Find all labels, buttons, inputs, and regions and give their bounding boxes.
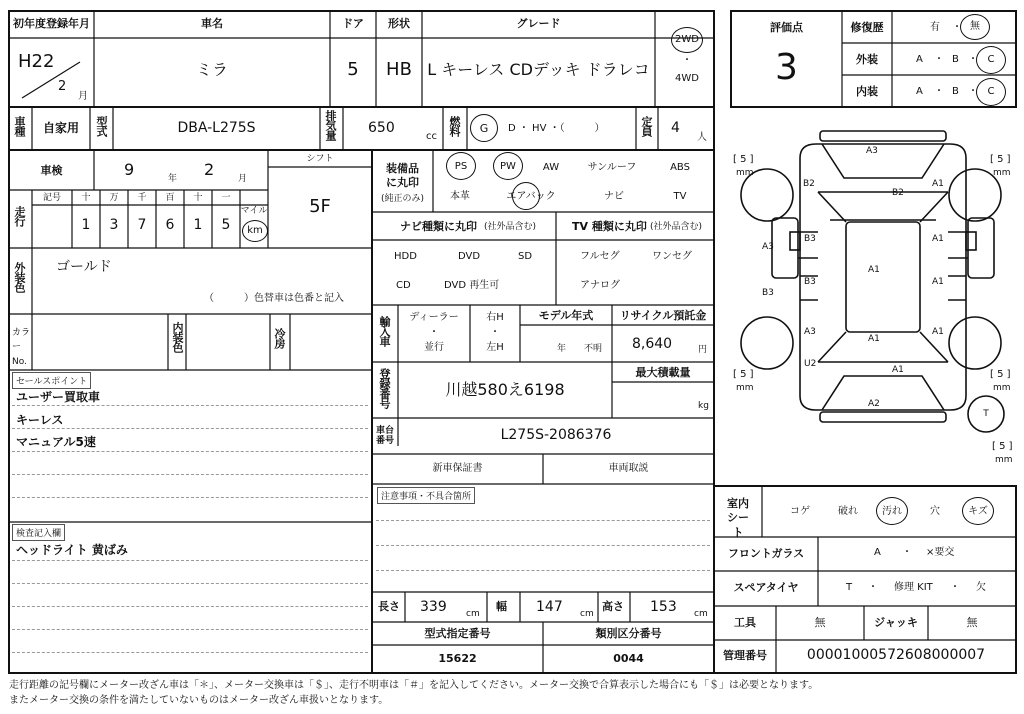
capacity-label: 定員 [640,116,653,136]
displacement-label: 排気量 [324,110,337,140]
sales-point: キーレス [16,413,64,427]
width-label: 幅 [496,600,507,613]
unit-header: 一 [221,193,231,203]
dmg-a3-l3: A3 [804,327,816,337]
doors: 5 [347,59,359,80]
tv-item: フルセグ [580,251,620,262]
chassis-value: L275S-2086376 [500,427,612,443]
color-value: ゴールド [56,259,112,275]
person-unit: 人 [697,132,707,143]
unit-header: 万 [109,193,119,203]
mileage-digit: 5 [221,217,231,233]
repair-sep: ・ [952,22,962,33]
dmg-a1-r1: A1 [932,234,944,244]
spare-item: 修理 KIT [894,582,933,593]
import-right: 右H [486,312,504,323]
seat-label: 室内シート [727,497,749,539]
type-no: 15622 [438,652,477,665]
import-dot: ・ [490,327,500,338]
import-label: 輸入車 [378,316,391,346]
color-label: 外装色 [13,262,26,292]
chassis-label: 車台番号 [376,426,395,447]
windshield-a: A [874,547,881,558]
height-label: 高さ [602,600,624,613]
length-label: 長さ [378,600,400,613]
tv-sub: (社外品含む) [650,222,703,232]
repair-yes: 有 [930,22,940,33]
inspector-note: ヘッドライト 黄ばみ [16,543,128,557]
sales-point-label: セールスポイント [12,372,91,389]
score-label: 評価点 [770,21,803,34]
import-parallel: 並行 [424,342,444,353]
cm-unit: cm [694,609,708,619]
fuel-label: 燃料 [448,116,461,136]
equip-item: AW [542,162,560,173]
interior-label: 内装 [856,85,878,98]
tv-item: アナログ [580,280,620,291]
dmg-b3-l2: B3 [804,277,816,287]
tv-item: ワンセグ [652,251,692,262]
mm-unit: mm [993,168,1011,178]
color-note: （ ）色替車は色番と記入 [204,293,344,304]
int-grade-c: C [987,86,995,97]
mm-unit: mm [736,168,754,178]
mile-label: マイル [240,206,268,216]
ext-grade-b: B [952,54,959,65]
shift-label: シフト [306,154,334,164]
score-value: 3 [775,47,798,88]
unit-header: 千 [137,193,147,203]
height-value: 153 [650,599,677,615]
dmg-b3-outer: B3 [762,288,774,298]
km-label: km [247,225,263,236]
shape: HB [386,59,412,80]
import-left: 左H [486,342,504,353]
dmg-b2-left: B2 [803,179,815,189]
reg-month-unit: 月 [78,91,88,102]
color-no-label: カラーNo. [12,328,31,367]
equip-item: サンルーフ [587,162,637,173]
spare-tire-label: T [983,409,989,419]
model: DBA-L275S [177,120,256,136]
model-year-unknown: 不明 [584,344,603,354]
dmg-u2: U2 [804,359,817,369]
tire-depth-rr: [ 5 ] [990,369,1011,380]
exterior-label: 外装 [856,53,878,66]
inspection-label: 車検 [40,164,63,177]
cm-unit: cm [580,609,594,619]
jack-label: ジャッキ [874,616,918,629]
length-value: 339 [420,599,447,615]
ext-grade-c: C [987,54,995,65]
inspection-year-unit: 年 [168,174,178,184]
jack-value: 無 [966,616,978,629]
warranty-label: 新車保証書 [432,463,483,474]
dmg-a1-r2: A1 [932,277,944,287]
equip-item: エアバック [506,191,556,202]
dmg-b2-center: B2 [892,188,904,198]
class-no-label: 類別区分番号 [595,627,662,640]
spare-label: スペアタイヤ [733,581,799,594]
int-sep: ・ [968,86,978,97]
seat-item: 汚れ [882,506,902,517]
spare-item: ・ [868,582,878,593]
width-value: 147 [536,599,563,615]
door-label: ドア [342,17,364,30]
mileage-digit: 1 [193,217,203,233]
fuel-rest: D ・ HV ・（ ） [508,123,605,134]
drive-dot: ・ [682,55,692,66]
repair-label: 修復歴 [850,21,884,34]
equipment-sub-label: (純正のみ) [380,194,425,204]
unit-header: 十 [81,193,91,203]
navi-item: HDD [394,251,417,262]
recycle-label: リサイクル預託金 [619,309,707,322]
reg-month: 2 [58,79,67,94]
cm-unit: cm [466,609,480,619]
footer-line2: またメーター交換の条件を満たしていないものはメーター改ざん車扱いとなります。 [9,695,389,706]
kg-unit: kg [698,401,709,411]
tire-depth-fr: [ 5 ] [990,154,1011,165]
control-label: 管理番号 [723,649,767,662]
navi-item: DVD [458,251,481,262]
tire-depth-rl: [ 5 ] [733,369,754,380]
sales-point: ユーザー買取車 [16,390,101,404]
mm-unit: mm [995,455,1013,465]
unit-header: 百 [165,193,175,203]
mileage-sign-label: 記号 [42,193,61,203]
import-dealer: ディーラー [409,312,459,323]
interior-color-label: 内装色 [171,322,184,352]
equip-item: 本革 [450,191,470,202]
spare-depth: [ 5 ] [992,441,1013,452]
unit-header: 十 [193,193,203,203]
model-label: 型式 [95,116,108,136]
max-load-label: 最大積載量 [635,366,691,379]
mileage-digit: 6 [165,217,175,233]
windshield-dot: ・ [902,547,912,558]
drive-2wd: 2WD [675,34,699,45]
seat-item: 破れ [838,506,858,517]
equip-item: PS [454,161,468,172]
navi-label: ナビ種類に丸印 [400,220,477,233]
ext-sep: ・ [934,54,944,65]
tire-depth-fl: [ 5 ] [733,154,754,165]
recycle-value: 8,640 [632,336,673,352]
mm-unit: mm [736,383,754,393]
import-dot: ・ [429,327,439,338]
grade-label: グレード [516,17,561,30]
seat-item: 穴 [930,506,940,517]
ac-label: 冷房 [273,328,286,348]
manual-label: 車両取説 [608,463,649,474]
dmg-a2: A2 [868,399,880,409]
tools-value: 無 [814,616,826,629]
mileage-digit: 1 [81,217,91,233]
equip-item: ABS [670,162,690,173]
navi-sub: (社外品含む) [484,222,537,232]
class-no: 0044 [613,652,644,665]
dmg-a1-r3: A1 [932,327,944,337]
equipment-label: 装備品に丸印 [386,162,419,190]
mm-unit: mm [993,383,1011,393]
dmg-a1-c3: A1 [868,334,880,344]
tv-label: TV 種類に丸印 [572,220,647,233]
equip-item: PW [500,161,516,172]
model-year-label: モデル年式 [538,309,594,322]
cc-unit: cc [426,131,437,142]
inspection-year: 9 [124,160,135,179]
dmg-a1-center: A1 [868,265,880,275]
fuel-g: G [479,122,489,135]
navi-item: DVD 再生可 [444,280,500,291]
yen-unit: 円 [698,345,708,355]
mileage-digit: 7 [137,217,147,233]
type-no-label: 型式指定番号 [424,627,491,640]
mileage-digit: 3 [109,217,119,233]
repair-no: 無 [970,21,980,32]
spare-item: ・ [950,582,960,593]
int-sep: ・ [934,86,944,97]
dmg-b3-left1: B3 [804,234,816,244]
ext-grade-a: A [916,54,923,65]
navi-item: SD [518,251,533,262]
dmg-a3-top: A3 [866,146,878,156]
reg-era: H22 [18,51,55,72]
displacement: 650 [368,120,395,136]
registration-label: 登録番号 [378,368,391,408]
windshield-x: ×要交 [926,547,955,558]
model-year-unit: 年 [557,344,567,354]
sales-point: マニュアル5速 [16,435,96,449]
int-grade-b: B [952,86,959,97]
mileage-label: 走行 [13,206,26,226]
dmg-a1-rb: A1 [892,365,904,375]
navi-item: CD [396,280,411,291]
windshield-label: フロントガラス [727,547,805,560]
spare-item: 欠 [976,582,986,593]
car-name: ミラ [195,60,228,79]
dmg-a1-front-right: A1 [932,179,944,189]
shape-label: 形状 [388,17,410,30]
inspector-label: 検査記入欄 [12,524,65,541]
seat-item: キズ [968,506,988,517]
int-grade-a: A [916,86,923,97]
caution-label: 注意事項・不具合箇所 [377,487,475,504]
inspection-month-unit: 月 [238,174,248,184]
equip-item: TV [673,191,687,202]
usage-label: 車種 [13,116,26,136]
reg-year-label: 初年度登録年月 [13,17,90,30]
equip-item: ナビ [604,191,624,202]
grade: L キーレス CDデッキ ドラレコ [427,60,650,79]
footer-line1: 走行距離の記号欄にメーター改ざん車は「＊」、メーター交換車は「＄」、走行不明車は「＃」を記入してください。メーター交換で合算表示した場合にも「＄」は必要となります。 [9,680,819,691]
shift-value: 5F [309,196,331,217]
tools-label: 工具 [734,616,756,629]
ext-sep: ・ [968,54,978,65]
control-no: 0000100057260800​0007 [806,647,986,663]
spare-item: T [846,582,853,593]
drive-4wd: 4WD [675,73,699,84]
capacity: 4 [671,120,680,136]
usage: 自家用 [42,121,79,135]
registration-value: 川越580え6198 [445,380,565,399]
inspection-month: 2 [204,160,215,179]
dmg-a3-left: A3 [762,242,774,252]
car-name-label: 車名 [201,17,223,30]
seat-item: コゲ [790,506,810,517]
